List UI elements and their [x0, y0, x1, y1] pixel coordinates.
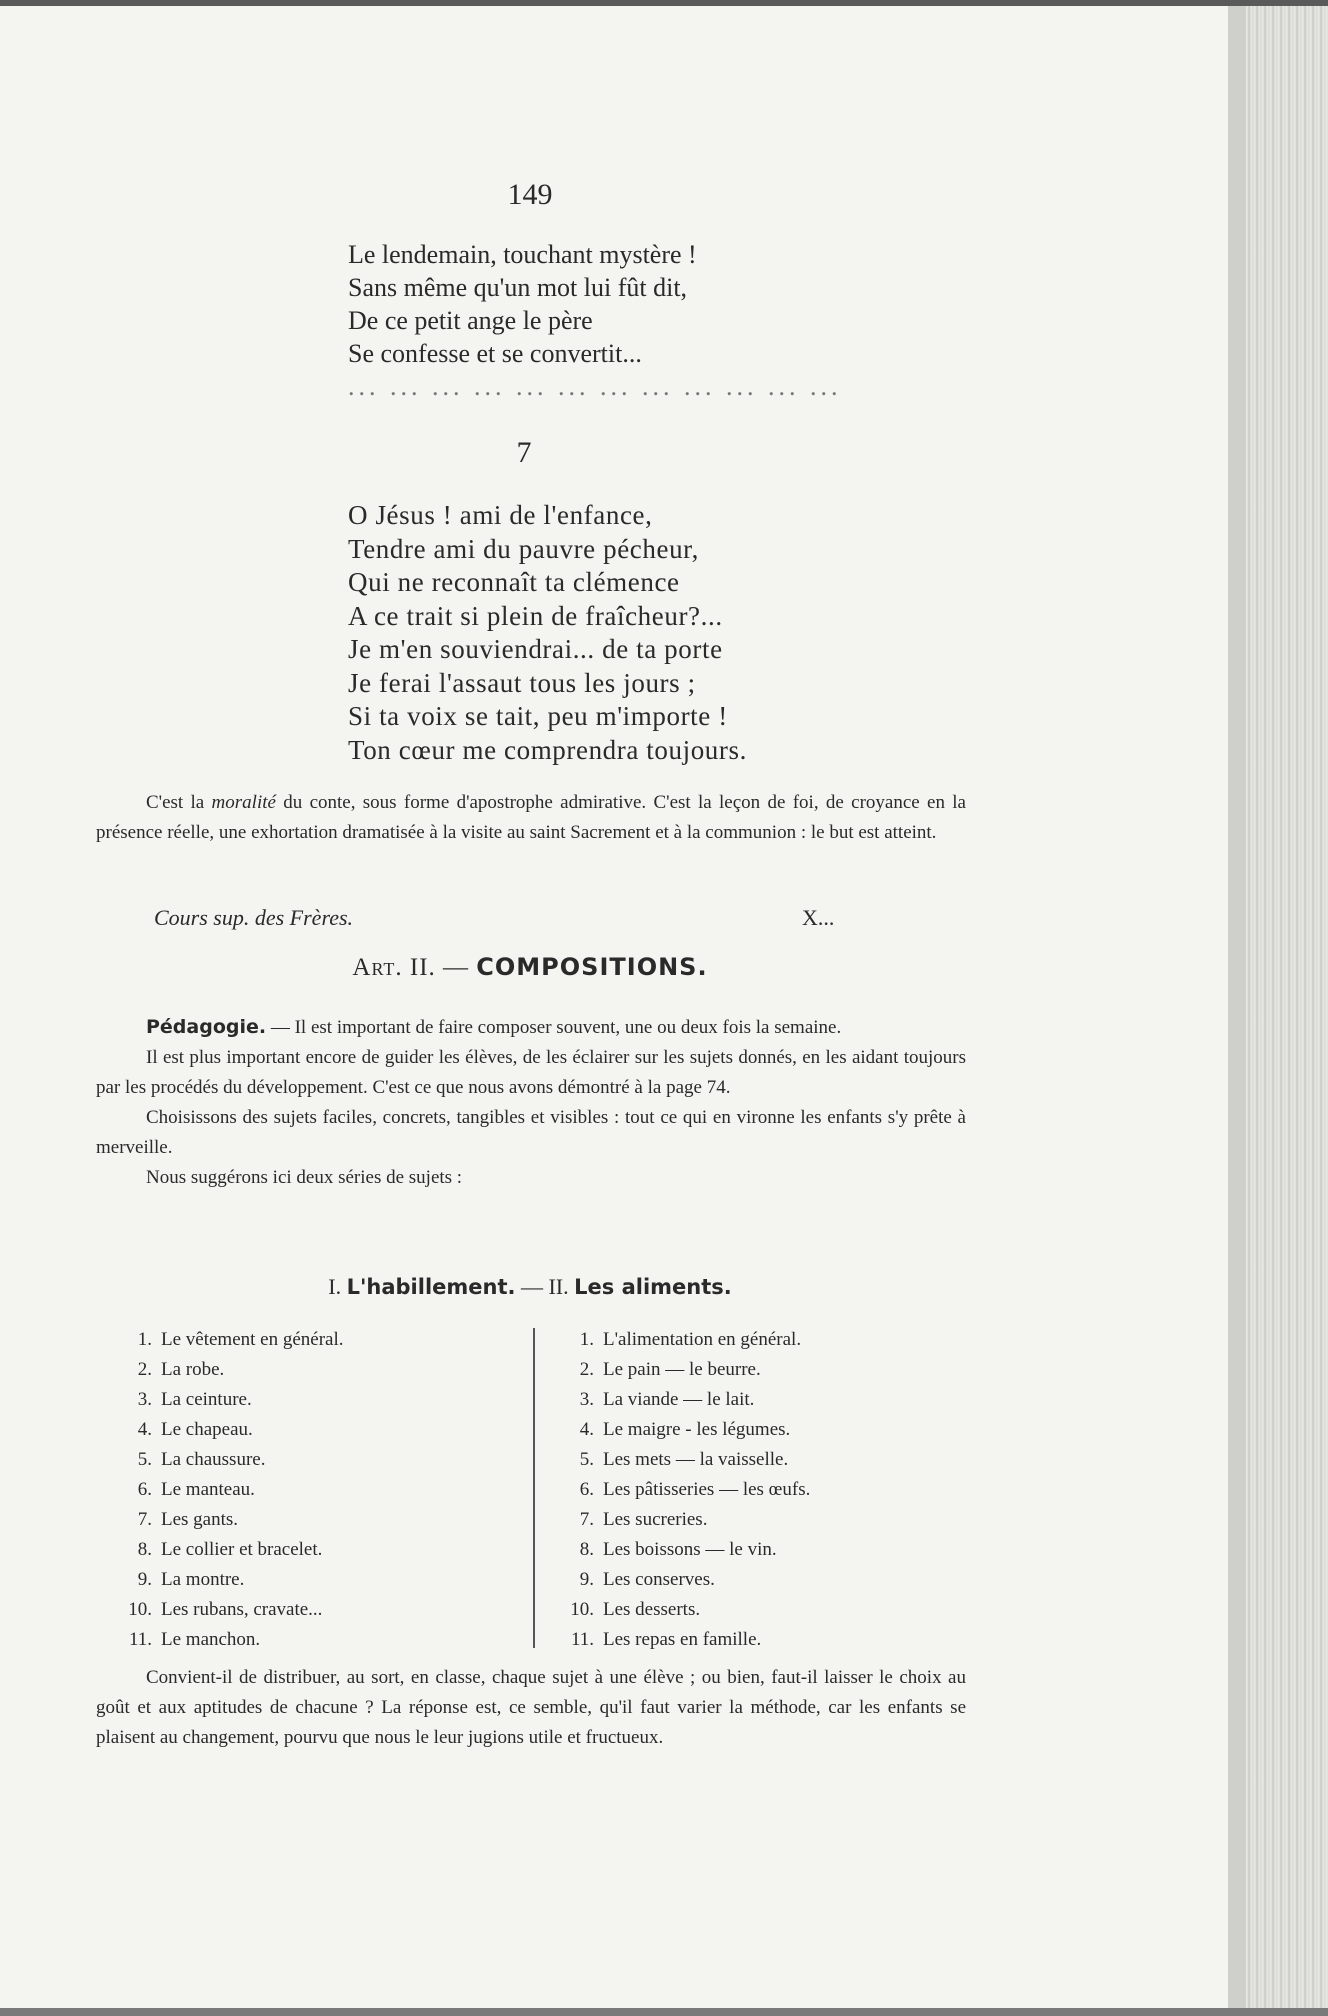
list-item: 1. L'alimentation en général. [579, 1329, 802, 1350]
list-item: 4. Le maigre - les légumes. [579, 1419, 791, 1440]
pedagogy-p3: Choisissons des sujets faciles, concrets, tangibles et visibles : tout ce qui en vironne les enfants s'y prête à merveille. [96, 1107, 966, 1158]
list-item: 11. Le manchon. [128, 1629, 261, 1650]
pedagogy-section [96, 1012, 966, 1193]
closing-paragraph: Convient-il de distribuer, au sort, en classe, chaque sujet à une élève ; ou bien, faut-il laisser le choix au goût et aux aptitudes de chacune ? La réponse est, ce semble, qu'il faut varier la méthode, car les enfants se plaisent au changement, pourvu que nous le leur jugions utile et fructueux. [96, 1667, 966, 1748]
list-item: 3. La viande — le lait. [579, 1389, 755, 1410]
verse-line: Je m'en souviendrai... de ta porte [348, 634, 723, 664]
page-edges [1228, 0, 1328, 2016]
series-right-title: Les aliments. [574, 1275, 732, 1299]
clothing-list [122, 1325, 344, 1655]
signature-source: Cours sup. des Frères. [154, 905, 354, 930]
bottom-edge [0, 2008, 1328, 2016]
pedagogy-p2: Il est plus important encore de guider les élèves, de les éclairer sur les sujets donnés, en les aidant toujours par les procédés du développement. C'est ce que nous avons démontré à la page 74. [96, 1047, 966, 1098]
verse-line: Le lendemain, touchant mystère ! [348, 240, 697, 269]
commentary-paragraph: C'est la moralité du conte, sous forme d'apostrophe admirative. C'est la leçon de foi, de croyance en la présence réelle, une exhortation dramatisée à la visite au saint Sacrement et à la communion : le but est atteint. [96, 792, 966, 843]
list-item: 8. Les boissons — le vin. [579, 1539, 777, 1560]
stanza-7 [348, 499, 747, 767]
list-item: 6. Les pâtisseries — les œufs. [579, 1479, 811, 1500]
article-label: Art. II. — [352, 954, 477, 981]
series-heading: I. L'habillement. — II. Les aliments. [328, 1274, 732, 1299]
list-item: 2. Le pain — le beurre. [579, 1359, 761, 1380]
verse-line: Sans même qu'un mot lui fût dit, [348, 273, 688, 302]
list-item: 7. Les gants. [137, 1509, 239, 1530]
list-item: 10. Les rubans, cravate... [128, 1599, 323, 1620]
verse-line: Ton cœur me comprendra toujours. [348, 734, 747, 765]
ellipsis-line: ... ... ... ... ... ... ... ... ... ... ... ... [348, 372, 842, 401]
verse-line: Je ferai l'assaut tous les jours ; [348, 667, 696, 698]
verse-line: De ce petit ange le père [348, 306, 593, 335]
emphasis: moralité [211, 792, 276, 813]
signature [154, 905, 854, 931]
list-item: 10. Les desserts. [570, 1599, 701, 1620]
verse-line: Qui ne reconnaît ta clémence [348, 567, 680, 597]
article-title: COMPOSITIONS. [476, 953, 708, 981]
series-left-title: L'habillement. [346, 1275, 516, 1299]
verse-line: Se confesse et se convertit... [348, 339, 642, 368]
verse-line: Tendre ami du pauvre pécheur, [348, 533, 700, 564]
list-item: 5. La chaussure. [137, 1449, 266, 1470]
column-divider [533, 1328, 535, 1648]
pedagogy-lead: Pédagogie. [146, 1016, 267, 1038]
list-item: 9. Les conserves. [579, 1569, 715, 1590]
signature-author: X... [802, 905, 835, 930]
list-item: 3. La ceinture. [137, 1389, 252, 1410]
list-item: 8. Le collier et bracelet. [137, 1539, 323, 1560]
stanza-6 [348, 238, 842, 403]
list-item: 9. La montre. [137, 1569, 245, 1590]
verse-line: O Jésus ! ami de l'enfance, [348, 500, 653, 530]
list-item: 5. Les mets — la vaisselle. [579, 1449, 789, 1470]
verse-line: A ce trait si plein de fraîcheur?... [348, 600, 723, 631]
stanza-number: 7 [516, 436, 532, 469]
list-item: 6. Le manteau. [137, 1479, 255, 1500]
article-heading [0, 953, 1060, 982]
list-item: 7. Les sucreries. [579, 1509, 708, 1530]
list-item: 1. Le vêtement en général. [137, 1329, 344, 1350]
pedagogy-p4: Nous suggérons ici deux séries de sujets : [146, 1167, 463, 1188]
verse-line: Si ta voix se tait, peu m'importe ! [348, 701, 728, 731]
list-item: 11. Les repas en famille. [570, 1629, 762, 1650]
list-item: 2. La robe. [137, 1359, 225, 1380]
list-item: 4. Le chapeau. [137, 1419, 253, 1440]
page-number: 149 [507, 178, 553, 211]
pedagogy-p1: Pédagogie. — Il est important de faire composer souvent, une ou deux fois la semaine. [146, 1016, 842, 1038]
food-list [564, 1325, 810, 1655]
